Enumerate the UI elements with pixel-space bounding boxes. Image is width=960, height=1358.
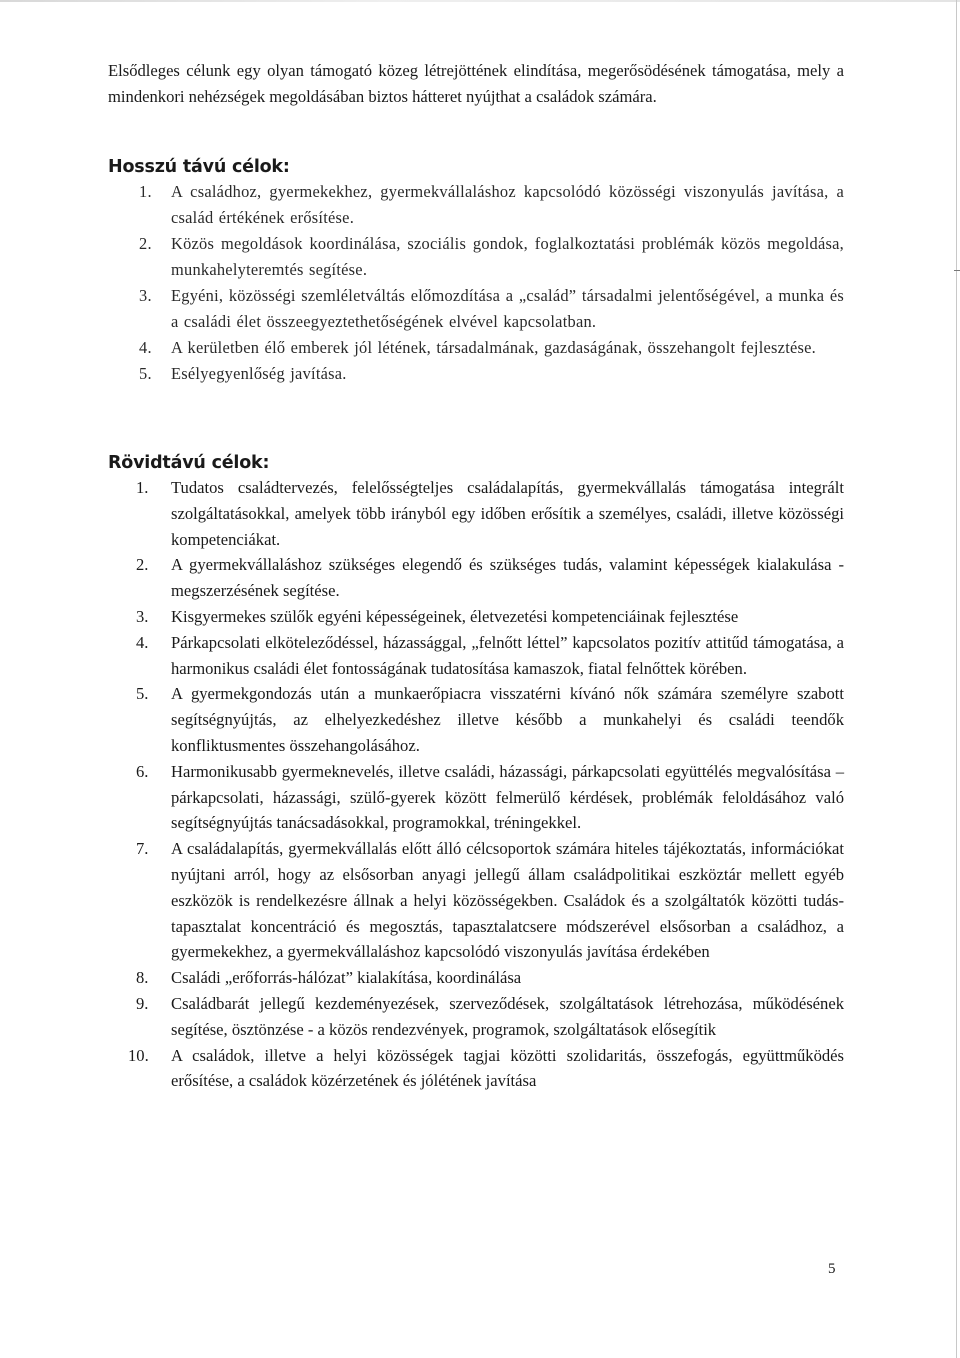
document-page xyxy=(108,58,844,1094)
item-number: 1. xyxy=(136,478,149,497)
list-item xyxy=(108,759,844,836)
item-number: 4. xyxy=(136,632,149,652)
item-number: 3. xyxy=(139,286,152,305)
long-term-goals-list xyxy=(108,179,844,387)
list-item xyxy=(108,604,844,630)
item-text: A családhoz, gyermekekhez, gyermekvállaláshoz kapcsolódó közösségi viszonyulás javítása, a család értékének erősítése. xyxy=(171,182,844,227)
item-number: 5. xyxy=(136,684,149,704)
item-text: A gyermekvállaláshoz szükséges elegendő és szükséges tudás, valamint képességek kialakulása - megszerzésének segítése. xyxy=(171,555,844,601)
list-item xyxy=(108,552,844,604)
item-text: Családbarát jellegű kezdeményezések, szerveződések, szolgáltatások létrehozása, működésének segítése, ösztönzése - a közös rendezvények, programok, szolgáltatások elősegítik xyxy=(171,993,844,1039)
list-item xyxy=(108,630,844,682)
list-item xyxy=(108,991,844,1043)
list-item xyxy=(108,335,844,361)
item-text: Tudatos családtervezés, felelősségteljes családalapítás, gyermekvállalás támogatása integrált szolgáltatásokkal, amelyek több irányból egy időben erősítik a személyes, családi, illetve közösségi kompetenciákat. xyxy=(171,478,844,549)
item-text: Egyéni, közösségi szemléletváltás előmozdítása a „család” társadalmi jelentőségével, a munka és a családi élet összeegyeztethetőségének elvével kapcsolatban. xyxy=(171,286,844,331)
item-text: Esélyegyenlőség javítása. xyxy=(171,364,347,383)
item-number: 6. xyxy=(136,761,149,781)
item-number: 8. xyxy=(136,968,149,988)
list-item xyxy=(108,179,844,231)
short-term-goals-heading: Rövidtávú célok: xyxy=(108,453,270,473)
list-item xyxy=(108,361,844,387)
list-item xyxy=(108,836,844,965)
scan-top-edge xyxy=(0,0,960,2)
list-item xyxy=(108,1043,844,1095)
item-text: Közös megoldások koordinálása, szociális gondok, foglalkoztatási problémák közös megoldása, munkahelyteremtés segítése. xyxy=(171,234,844,279)
item-text: Kisgyermekes szülők egyéni képességeinek, életvezetési kompetenciáinak fejlesztése xyxy=(171,606,739,626)
short-term-goals-list xyxy=(108,475,844,1094)
intro-paragraph: Elsődleges célunk egy olyan támogató közeg létrejöttének elindítása, megerősödésének támogatása, mely a mindenkori nehézségek megoldásában biztos hátteret nyújthat a családok számára. xyxy=(108,61,844,106)
page-number: 5 xyxy=(828,1261,836,1277)
item-number: 7. xyxy=(136,839,149,859)
list-item xyxy=(108,965,844,991)
item-text: A gyermekgondozás után a munkaerőpiacra visszatérni kívánó nők számára személyre szabott segítségnyújtás, az elhelyezkedéshez illetve később a munkahelyi és családi teendők konfliktusmentes összehangolásához. xyxy=(171,684,844,755)
item-text: Párkapcsolati elköteleződéssel, házassággal, „felnőtt léttel” kapcsolatos pozitív attitűd támogatása, a harmonikus családi élet fontosságának tudatosítása kamaszok, fiatal felnőttek körében. xyxy=(171,632,844,678)
item-number: 10. xyxy=(128,1045,149,1065)
item-text: Családi „erőforrás-hálózat” kialakítása, koordinálása xyxy=(171,968,522,988)
item-text: A családok, illetve a helyi közösségek tagjai közötti szolidaritás, összefogás, együttműködés erősítése, a családok közérzetének és jólétének javítása xyxy=(171,1045,844,1091)
item-number: 2. xyxy=(139,234,152,253)
long-term-goals-heading: Hosszú távú célok: xyxy=(108,157,290,177)
item-number: 3. xyxy=(136,606,149,626)
item-number: 1. xyxy=(139,182,152,201)
item-number: 9. xyxy=(136,993,149,1013)
item-text: Harmonikusabb gyermeknevelés, illetve családi, házassági, párkapcsolati együttélés megvalósítása – párkapcsolati, házassági, szülő-gyerek között felmerülő kérdések, problémák feloldásához való segítségnyújtás tanácsadásokkal, programokkal, tréningekkel. xyxy=(171,761,844,833)
scan-margin-mark xyxy=(954,270,960,271)
list-item xyxy=(108,681,844,758)
item-number: 4. xyxy=(139,338,152,357)
scan-right-edge xyxy=(956,0,957,1358)
list-item xyxy=(108,283,844,335)
list-item xyxy=(108,475,844,552)
item-text: A családalapítás, gyermekvállalás előtt álló célcsoportok számára hiteles tájékoztatás, információkat nyújtani arról, hogy az elsősorban anyagi jellegű állam családpolitikai eszköztár mellett egyéb eszközök is rendelkezésre állnak a helyi közösségekben. Családok és a szolgáltatók közötti tudás-tapasztalat koncentráció és megosztás, tapasztalatcsere módszerével elsősorban a családhoz, a gyermekekhez, a gyermekvállaláshoz kapcsolódó viszonyulás javítása érdekében xyxy=(171,839,844,962)
item-number: 5. xyxy=(139,364,152,383)
item-number: 2. xyxy=(136,555,149,575)
item-text: A kerületben élő emberek jól létének, társadalmának, gazdaságának, összehangolt fejlesztése. xyxy=(171,338,817,357)
list-item xyxy=(108,231,844,283)
